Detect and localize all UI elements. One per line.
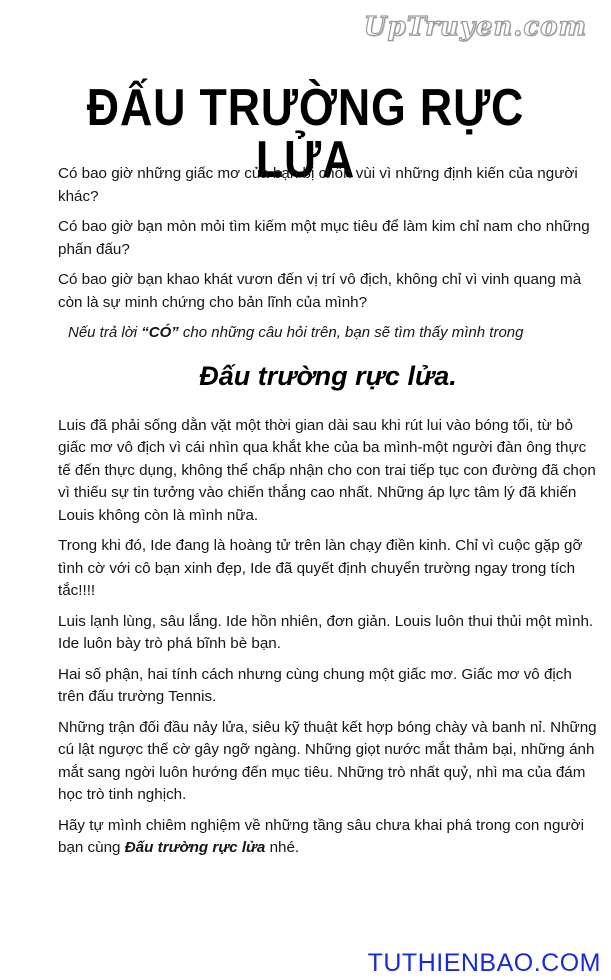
footer-site-link[interactable]: TUTHIENBAO.COM [367,949,601,977]
cta-answer: “CÓ” [141,324,179,341]
question-2: Có bao giờ bạn mòn mỏi tìm kiếm một mục tiêu để làm kim chỉ nam cho những phấn đấu? [58,218,590,258]
story-section [58,415,598,860]
closing-after: nhé. [265,839,300,856]
story-paragraph: Luis đã phải sống dằn vặt một thời gian dài sau khi rút lui vào bóng tối, từ bỏ giấc mơ vô địch vì cái nhìn qua khắt khe của ba mình-một người đàn ông thực tế đến thực dụng, không thể chấp nhận cho con trai tiếp tục con đường đã chọn vì thiếu sự tin tưởng vào chiến thắng cao nhất. Những áp lực tâm lý đã khiến Louis không còn là mình nữa. [58,416,596,524]
question-1: Có bao giờ những giấc mơ của bạn bị chôn vùi vì những định kiến của người khác? [58,165,578,205]
closing-emphasis: Đấu trường rực lửa [124,839,266,856]
watermark-logo: UpTruyen.com [363,12,587,42]
story-paragraph: Trong khi đó, Ide đang là hoàng tử trên làn chạy điền kinh. Chỉ vì cuộc gặp gỡ tình cờ với cô bạn xinh đẹp, Ide đã quyết định chuyển trường ngay trong tích tắc!!!! [58,537,583,599]
question-3: Có bao giờ bạn khao khát vươn đến vị trí vô địch, không chỉ vì vinh quang mà còn là sự minh chứng cho bản lĩnh của mình? [58,271,582,311]
main-content [58,163,598,868]
story-paragraph: Hai số phận, hai tính cách nhưng cùng chung một giấc mơ. Giấc mơ vô địch trên đấu trường Tennis. [58,665,572,705]
call-to-action [68,322,598,345]
closing-before: Hãy tự mình chiêm nghiệm về những tầng sâu chưa khai phá trong con người bạn cùng [58,816,584,856]
page-title: ĐẤU TRƯỜNG RỰC LỬA [86,79,525,189]
story-paragraph: Những trận đối đầu nảy lửa, siêu kỹ thuật kết hợp bóng chày và banh nỉ. Những cú lật ngược thế cờ gây ngỡ ngàng. Những giọt nước mắt thảm bại, những ánh mắt sang ngời luôn hướng đến mục tiêu. Những trò nhất quỷ, nhì ma của đám học trò tinh nghịch. [58,718,597,803]
subtitle: Đấu trường rực lửa. [199,360,457,391]
cta-after: cho những câu hỏi trên, bạn sẽ tìm thấy mình trong [178,324,524,341]
closing-paragraph [58,815,598,860]
story-paragraph: Luis lạnh lùng, sâu lắng. Ide hồn nhiên, đơn giản. Louis luôn thui thủi một mình. Ide luôn bày trò phá bĩnh bè bạn. [58,612,594,652]
cta-before: Nếu trả lời [68,324,142,341]
